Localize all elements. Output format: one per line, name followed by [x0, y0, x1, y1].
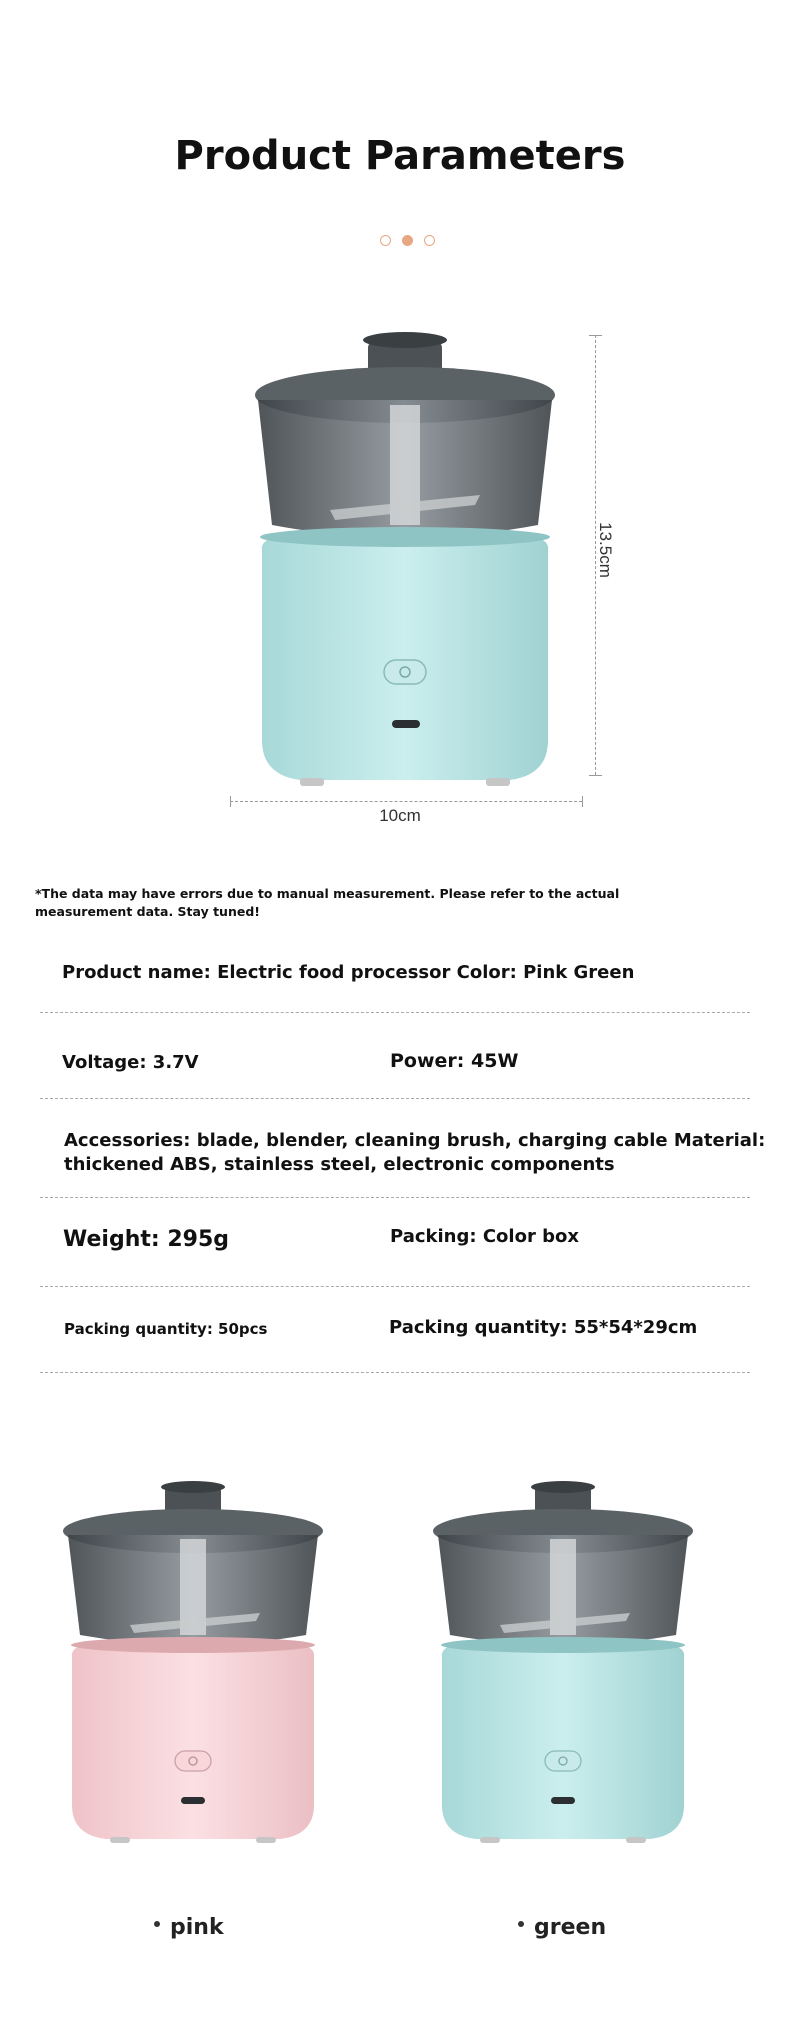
param-voltage: Voltage: 3.7V	[62, 1052, 199, 1073]
dot-icon	[402, 235, 413, 246]
page-title: Product Parameters	[174, 133, 626, 179]
measurement-disclaimer: *The data may have errors due to manual measurement. Please refer to the actual measurement data. Stay tuned!	[35, 886, 620, 919]
width-dimension-cap	[582, 796, 583, 807]
dot-icon	[424, 235, 435, 246]
divider	[40, 1012, 750, 1013]
height-dimension-cap	[589, 335, 602, 336]
product-image-main	[220, 320, 620, 840]
dot-icon	[380, 235, 391, 246]
variant-label-pink: pink	[154, 1915, 224, 1940]
bullet-icon	[154, 1921, 160, 1927]
divider	[40, 1197, 750, 1198]
param-accessories-line2: thickened ABS, stainless steel, electronic components	[64, 1154, 615, 1175]
divider	[40, 1286, 750, 1287]
width-dimension-line	[230, 801, 582, 802]
param-product-name-color: Product name: Electric food processor Color: Pink Green	[62, 962, 635, 983]
carousel-dots	[380, 235, 440, 247]
bullet-icon	[518, 1921, 524, 1927]
param-accessories-line1: Accessories: blade, blender, cleaning brush, charging cable Material:	[64, 1130, 766, 1151]
width-dimension-label: 10cm	[379, 806, 421, 825]
product-image-pink	[50, 1475, 350, 1875]
param-packing: Packing: Color box	[390, 1226, 579, 1247]
height-dimension-label: 13.5cm	[596, 522, 615, 578]
height-dimension-cap	[589, 775, 602, 776]
divider	[40, 1098, 750, 1099]
param-packing-quantity: Packing quantity: 50pcs	[64, 1320, 268, 1338]
param-power: Power: 45W	[390, 1050, 519, 1072]
variant-label-green: green	[518, 1915, 606, 1940]
product-image-green	[420, 1475, 720, 1875]
param-weight: Weight: 295g	[63, 1227, 229, 1252]
param-packing-size: Packing quantity: 55*54*29cm	[389, 1317, 698, 1338]
divider	[40, 1372, 750, 1373]
width-dimension-cap	[230, 796, 231, 807]
